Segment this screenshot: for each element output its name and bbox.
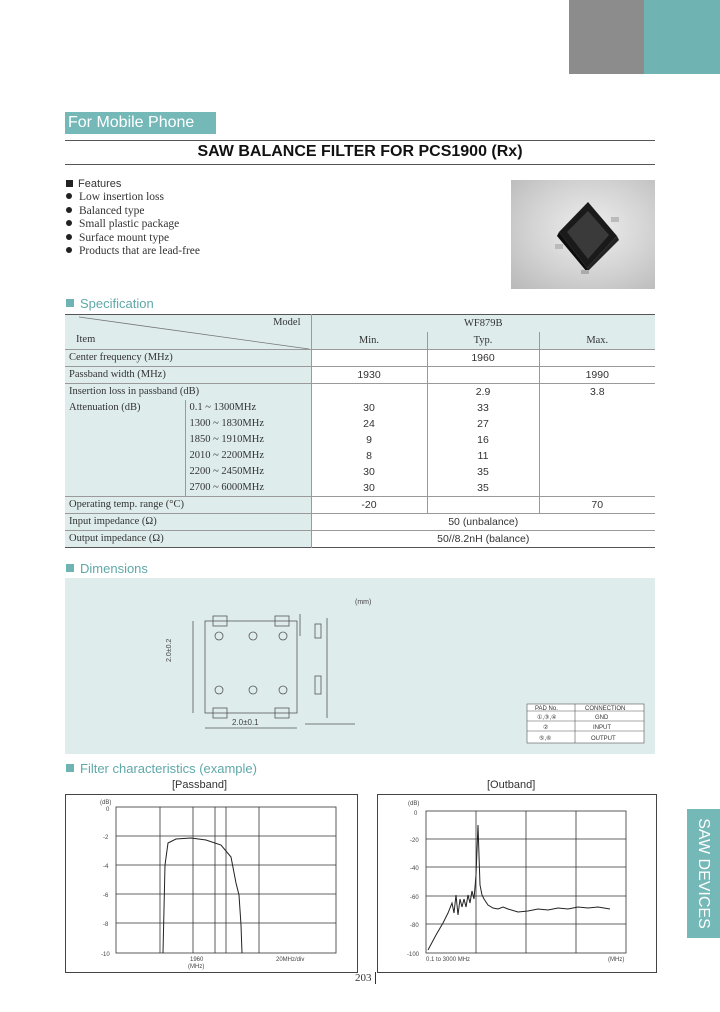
svg-text:-10: -10 xyxy=(101,952,110,958)
section-filter-characteristics: Filter characteristics (example) xyxy=(66,761,257,776)
table-row: 2200 ~ 2450MHz 30 35 xyxy=(65,464,655,480)
feature-item: Balanced type xyxy=(66,205,200,218)
table-row: Passband width (MHz) 1930 1990 xyxy=(65,367,655,384)
square-bullet-icon xyxy=(66,180,73,187)
table-row: Attenuation (dB) 0.1 ~ 1300MHz 30 33 xyxy=(65,400,655,416)
passband-plot xyxy=(66,795,357,972)
table-row: Input impedance (Ω) 50 (unbalance) xyxy=(65,514,655,531)
header-teal-tab xyxy=(644,0,720,74)
table-row: Center frequency (MHz) 1960 xyxy=(65,350,655,367)
unit-label: (mm) xyxy=(355,599,372,606)
table-row: 1300 ~ 1830MHz 24 27 xyxy=(65,416,655,432)
table-row: 1850 ~ 1910MHz 9 16 xyxy=(65,432,655,448)
height-dimension: 2.0±0.2 xyxy=(166,638,173,662)
svg-text:0: 0 xyxy=(106,807,110,813)
feature-item: Small plastic package xyxy=(66,218,200,231)
feature-item: Products that are lead-free xyxy=(66,245,200,258)
bullet-icon xyxy=(66,193,72,199)
svg-text:20MHz/div: 20MHz/div xyxy=(276,957,305,963)
table-row: Insertion loss in passband (dB) 2.9 3.8 xyxy=(65,384,655,401)
svg-text:-4: -4 xyxy=(103,864,109,870)
svg-text:CONNECTION: CONNECTION xyxy=(585,706,626,712)
svg-text:(dB): (dB) xyxy=(408,801,420,807)
col-min: Min. xyxy=(311,332,427,350)
features-header: Features xyxy=(66,178,200,191)
model-item-header: Model Item xyxy=(65,315,311,350)
svg-text:INPUT: INPUT xyxy=(593,725,611,731)
section-square-icon xyxy=(66,299,74,307)
bullet-icon xyxy=(66,247,72,253)
svg-text:⑤,⑥: ⑤,⑥ xyxy=(539,736,552,742)
saw-filter-package-image xyxy=(511,180,655,289)
table-row: 2700 ~ 6000MHz 30 35 xyxy=(65,480,655,497)
model-name: WF879B xyxy=(311,315,655,333)
table-row: 2010 ~ 2200MHz 8 11 xyxy=(65,448,655,464)
title-bottom-rule xyxy=(65,164,655,165)
specification-table xyxy=(65,314,655,548)
dimension-drawing xyxy=(65,578,655,754)
svg-text:OUTPUT: OUTPUT xyxy=(591,736,616,742)
page-number: 203 xyxy=(355,972,376,984)
svg-text:0.1 to 3000 MHz: 0.1 to 3000 MHz xyxy=(426,957,471,963)
svg-text:-40: -40 xyxy=(410,866,419,872)
title-top-rule xyxy=(65,140,655,141)
svg-text:-20: -20 xyxy=(410,838,419,844)
svg-text:-8: -8 xyxy=(103,922,109,928)
col-max: Max. xyxy=(539,332,655,350)
outband-plot xyxy=(378,795,656,972)
col-typ: Typ. xyxy=(427,332,539,350)
passband-title: [Passband] xyxy=(172,779,228,791)
section-square-icon xyxy=(66,564,74,572)
svg-text:-6: -6 xyxy=(103,893,109,899)
side-tab xyxy=(687,809,720,938)
svg-text:PAD No.: PAD No. xyxy=(535,706,558,712)
svg-text:(MHz): (MHz) xyxy=(608,957,625,963)
bullet-icon xyxy=(66,207,72,213)
svg-text:GND: GND xyxy=(595,715,609,721)
bullet-icon xyxy=(66,220,72,226)
outband-chart xyxy=(377,794,657,973)
page-title: SAW BALANCE FILTER FOR PCS1900 (Rx) xyxy=(197,143,523,160)
section-square-icon xyxy=(66,764,74,772)
category-badge: For Mobile Phone xyxy=(65,112,216,134)
feature-item: Low insertion loss xyxy=(66,191,200,204)
svg-text:-80: -80 xyxy=(410,923,419,929)
svg-text:0: 0 xyxy=(414,811,418,817)
svg-text:(dB): (dB) xyxy=(100,800,112,806)
bullet-icon xyxy=(66,234,72,240)
passband-chart xyxy=(65,794,358,973)
outband-title: [Outband] xyxy=(487,779,536,791)
table-row: Operating temp. range (°C) -20 70 xyxy=(65,497,655,514)
dimensions-panel xyxy=(65,578,655,754)
features-list xyxy=(66,178,200,258)
pad-table xyxy=(527,704,644,743)
svg-text:①,③,④: ①,③,④ xyxy=(537,715,557,721)
side-tab-label: SAW DEVICES xyxy=(695,818,712,929)
section-dimensions: Dimensions xyxy=(66,561,148,576)
width-dimension: 2.0±0.1 xyxy=(232,718,259,727)
svg-text:②: ② xyxy=(543,725,549,731)
svg-text:-2: -2 xyxy=(103,835,109,841)
section-specification: Specification xyxy=(66,296,154,311)
svg-text:-100: -100 xyxy=(407,952,420,958)
svg-text:(MHz): (MHz) xyxy=(188,964,205,970)
header-gray-tab xyxy=(569,0,644,74)
table-row: Output impedance (Ω) 50//8.2nH (balance) xyxy=(65,531,655,548)
svg-text:1960: 1960 xyxy=(190,957,204,963)
feature-item: Surface mount type xyxy=(66,232,200,245)
svg-text:-60: -60 xyxy=(410,895,419,901)
product-photo xyxy=(511,180,655,289)
